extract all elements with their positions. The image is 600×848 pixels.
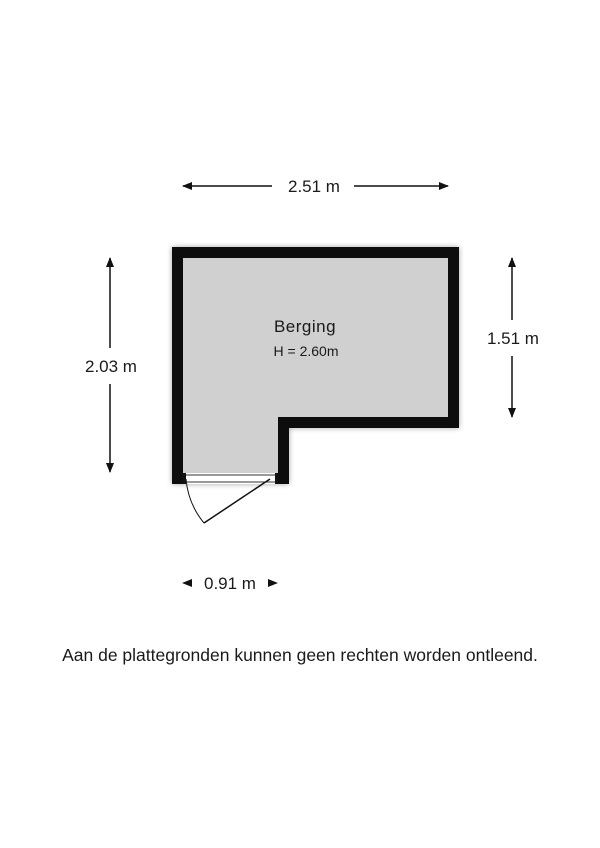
dimension-right [487, 258, 539, 417]
dimension-label-door-width: 0.91 m [204, 574, 256, 593]
door-leaf [204, 479, 270, 523]
room-berging [172, 247, 459, 484]
dimension-door [182, 574, 278, 593]
disclaimer-text: Aan de plattegronden kunnen geen rechten worden ontleend. [62, 645, 538, 665]
dimension-arrow-door-left [182, 579, 192, 587]
dimension-top [183, 177, 448, 196]
dimension-label-width: 2.51 m [288, 177, 340, 196]
dimension-arrow-door-right [268, 579, 278, 587]
dimension-label-right-height: 1.51 m [487, 329, 539, 348]
door-jamb-right [275, 473, 278, 484]
dimension-left [85, 258, 137, 472]
room-floor [183, 258, 448, 473]
room-height: H = 2.60m [273, 343, 339, 359]
door-jamb-left [183, 473, 186, 484]
door [183, 473, 278, 523]
room-name: Berging [273, 317, 337, 336]
door-swing-arc [186, 479, 204, 523]
dimension-label-left-height: 2.03 m [85, 357, 137, 376]
